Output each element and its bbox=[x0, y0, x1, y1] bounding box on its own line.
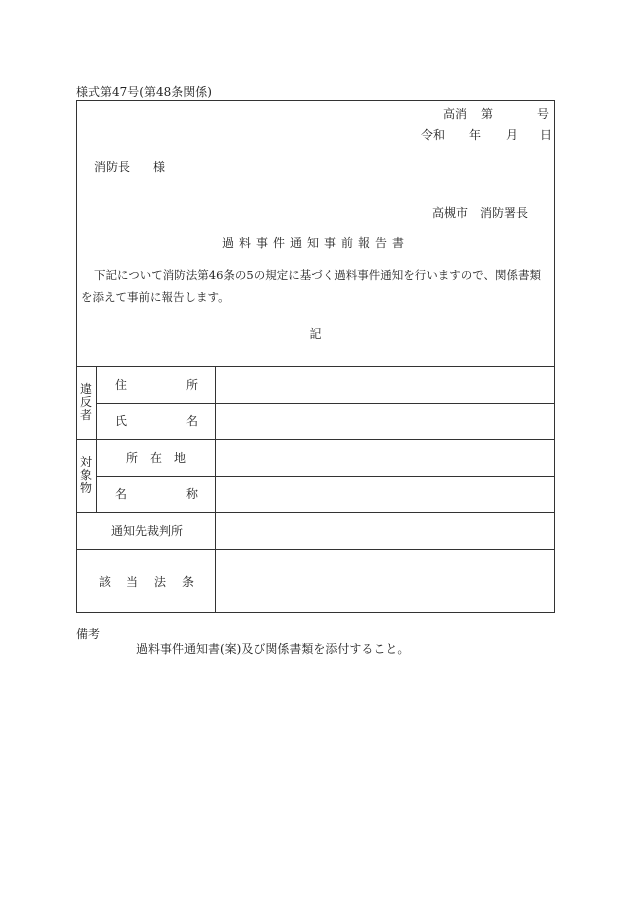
address-label-end: 所 bbox=[186, 378, 199, 392]
law-label-3: 法 bbox=[154, 575, 167, 589]
month-label: 月 bbox=[506, 128, 519, 142]
name-label-start: 氏 bbox=[115, 414, 128, 428]
law-label-1: 該 bbox=[99, 575, 112, 589]
court-label: 通知先裁判所 bbox=[111, 524, 184, 538]
addressee-title: 消防長 bbox=[94, 160, 131, 174]
address-field[interactable] bbox=[216, 367, 554, 402]
ki-marker: 記 bbox=[309, 327, 322, 341]
notes-text: 過料事件通知書(案)及び関係書類を添付すること。 bbox=[136, 642, 410, 656]
office-prefix: 高消 bbox=[443, 107, 468, 121]
body-line-1: 下記について消防法第46条の5の規定に基づく過料事件通知を行いますので、関係書類 bbox=[94, 268, 541, 282]
designation-label-end: 称 bbox=[186, 487, 199, 501]
designation-field[interactable] bbox=[216, 477, 554, 511]
location-label: 所 在 地 bbox=[126, 451, 187, 465]
era-label: 令和 bbox=[421, 128, 446, 142]
object-group-label: 対象物 bbox=[79, 455, 92, 495]
notes-label: 備考 bbox=[76, 627, 101, 641]
location-field[interactable] bbox=[216, 440, 554, 475]
number-suffix: 号 bbox=[537, 107, 550, 121]
violator-group-label: 違反者 bbox=[79, 382, 92, 422]
applicable-law-field[interactable] bbox=[216, 550, 554, 612]
name-label-end: 名 bbox=[186, 414, 199, 428]
day-label: 日 bbox=[540, 128, 553, 142]
addressee-honorific: 様 bbox=[153, 160, 166, 174]
body-line-2: を添えて事前に報告します。 bbox=[81, 290, 230, 304]
form-number-label: 様式第47号(第48条関係) bbox=[76, 85, 212, 99]
court-field[interactable] bbox=[216, 513, 554, 548]
designation-label-start: 名 bbox=[115, 487, 128, 501]
address-label-start: 住 bbox=[115, 378, 128, 392]
document-title: 過料事件通知事前報告書 bbox=[221, 236, 409, 250]
law-label-2: 当 bbox=[126, 575, 139, 589]
name-field[interactable] bbox=[216, 404, 554, 438]
number-prefix: 第 bbox=[481, 107, 494, 121]
year-label: 年 bbox=[469, 128, 482, 142]
law-label-4: 条 bbox=[182, 575, 195, 589]
group-column-rule bbox=[96, 366, 97, 512]
sender: 高槻市 消防署長 bbox=[432, 206, 529, 220]
